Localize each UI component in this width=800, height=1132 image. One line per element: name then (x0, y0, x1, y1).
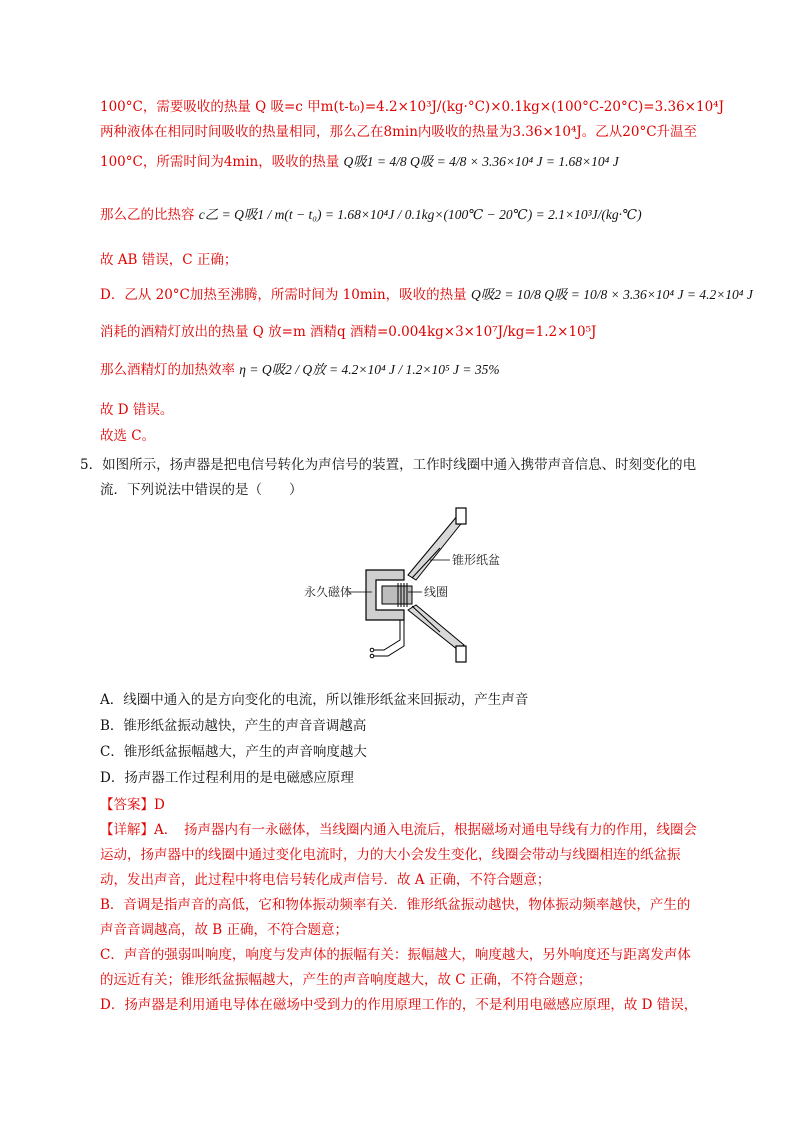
solution-line-9 (100, 400, 173, 420)
solution-line-2 (100, 122, 697, 142)
explanation-text: D．扬声器是利用通电导体在磁场中受到力的作用原理工作的，不是利用电磁感应原理，故 D 错误， (100, 997, 698, 1013)
line-text: 故选 C。 (100, 428, 156, 444)
line-text: 两种液体在相同时间吸收的热量相同，那么乙在8min内吸收的热量为3.36×10⁴J。乙从20°C升温至 (100, 124, 698, 140)
question-text: 如图所示，扬声器是把电信号转化为声信号的装置，工作时线圈中通入携带声音信息、时刻变化的电 (102, 457, 697, 473)
question-number: 5． (80, 457, 103, 473)
option-b (100, 716, 366, 736)
label-magnet: 永久磁体 (304, 585, 353, 599)
question-stem-2 (100, 480, 303, 500)
solution-line-5 (100, 250, 237, 270)
solution-line-8 (100, 360, 500, 380)
explanation-text: 声音音调越高，故 B 正确，不符合题意； (100, 922, 349, 938)
line-text: D．乙从 20°C加热至沸腾，所需时间为 10min，吸收的热量 (100, 287, 467, 303)
option-text: C．锥形纸盆振幅越大，产生的声音响度越大 (100, 744, 367, 760)
solution-line-6 (100, 285, 753, 305)
explanation-line-8 (100, 995, 697, 1015)
formula-q-absorbed-1: Q吸1 = 4/8 Q吸 = 4/8 × 3.36×10⁴ J = 1.68×10⁴ J (343, 154, 619, 169)
answer-text: 【答案】D (100, 797, 165, 813)
solution-line-1 (100, 97, 724, 117)
line-text: 100°C，需要吸收的热量 Q 吸=c 甲m(t-t₀)=4.2×10³J/(kg·°C)×0.1kg×(100°C-20°C)=3.36×10⁴J (100, 99, 724, 115)
formula-q-absorbed-2: Q吸2 = 10/8 Q吸 = 10/8 × 3.36×10⁴ J = 4.2×10⁴ J (470, 287, 753, 302)
line-text: 故 AB 错误，C 正确； (100, 252, 238, 268)
explanation-text: 动，发出声音，此过程中将电信号转化成声信号．故 A 正确，不符合题意； (100, 872, 551, 888)
solution-line-4 (100, 205, 642, 225)
solution-line-7 (100, 322, 596, 342)
option-text: D．扬声器工作过程利用的是电磁感应原理 (100, 770, 354, 786)
line-text: 那么酒精灯的加热效率 (100, 362, 235, 378)
option-c (100, 742, 367, 762)
solution-line-3 (100, 152, 619, 172)
explanation-text: 的远近有关；锥形纸盆振幅越大，产生的声音响度越大，故 C 正确，不符合题意； (100, 972, 592, 988)
explanation-text: B．音调是指声音的高低，它和物体振动频率有关．锥形纸盆振动越快，物体振动频率越快，产生的 (100, 897, 691, 913)
solution-line-10 (100, 426, 155, 446)
option-text: A．线圈中通入的是方向变化的电流，所以锥形纸盆来回振动，产生声音 (100, 692, 529, 708)
explanation-line-5 (100, 920, 348, 940)
formula-efficiency: η = Q吸2 / Q放 = 4.2×10⁴ J / 1.2×10⁵ J = 35% (239, 362, 500, 377)
explanation-line-1 (100, 820, 697, 840)
option-d (100, 768, 354, 788)
option-a (100, 690, 528, 710)
loudspeaker-diagram (300, 500, 500, 670)
explanation-line-3 (100, 870, 550, 890)
explanation-line-2 (100, 845, 681, 865)
line-text: 故 D 错误。 (100, 402, 174, 418)
answer-line (100, 795, 165, 815)
explanation-text: C．声音的强弱叫响度，响度与发声体的振幅有关：振幅越大，响度越大，另外响度还与距离发声体 (100, 947, 691, 963)
question-stem-1 (80, 455, 696, 475)
line-text: 那么乙的比热容 (100, 207, 195, 223)
explanation-text: 运动，扬声器中的线圈中通过变化电流时，力的大小会发生变化，线圈会带动与线圈相连的纸盆振 (100, 847, 681, 863)
label-coil: 线圈 (424, 585, 449, 599)
explanation-line-4 (100, 895, 690, 915)
explanation-line-6 (100, 945, 691, 965)
label-cone: 锥形纸盆 (452, 553, 500, 567)
formula-specific-heat: c乙 = Q吸1 / m(t − t₀) = 1.68×10⁴J / 0.1kg×(100℃ − 20℃) = 2.1×10³J/(kg·℃) (198, 207, 642, 222)
question-text: 流．下列说法中错误的是（ ） (100, 482, 303, 498)
option-text: B．锥形纸盆振动越快，产生的声音音调越高 (100, 718, 367, 734)
line-text: 消耗的酒精灯放出的热量 Q 放=m 酒精q 酒精=0.004kg×3×10⁷J/kg=1.2×10⁵J (100, 324, 597, 340)
explanation-text: 【详解】A． 扬声器内有一永磁体，当线圈内通入电流后，根据磁场对通电导线有力的作用，线圈会 (100, 822, 697, 838)
line-text: 100°C，所需时间为4min，吸收的热量 (100, 154, 340, 170)
explanation-line-7 (100, 970, 591, 990)
